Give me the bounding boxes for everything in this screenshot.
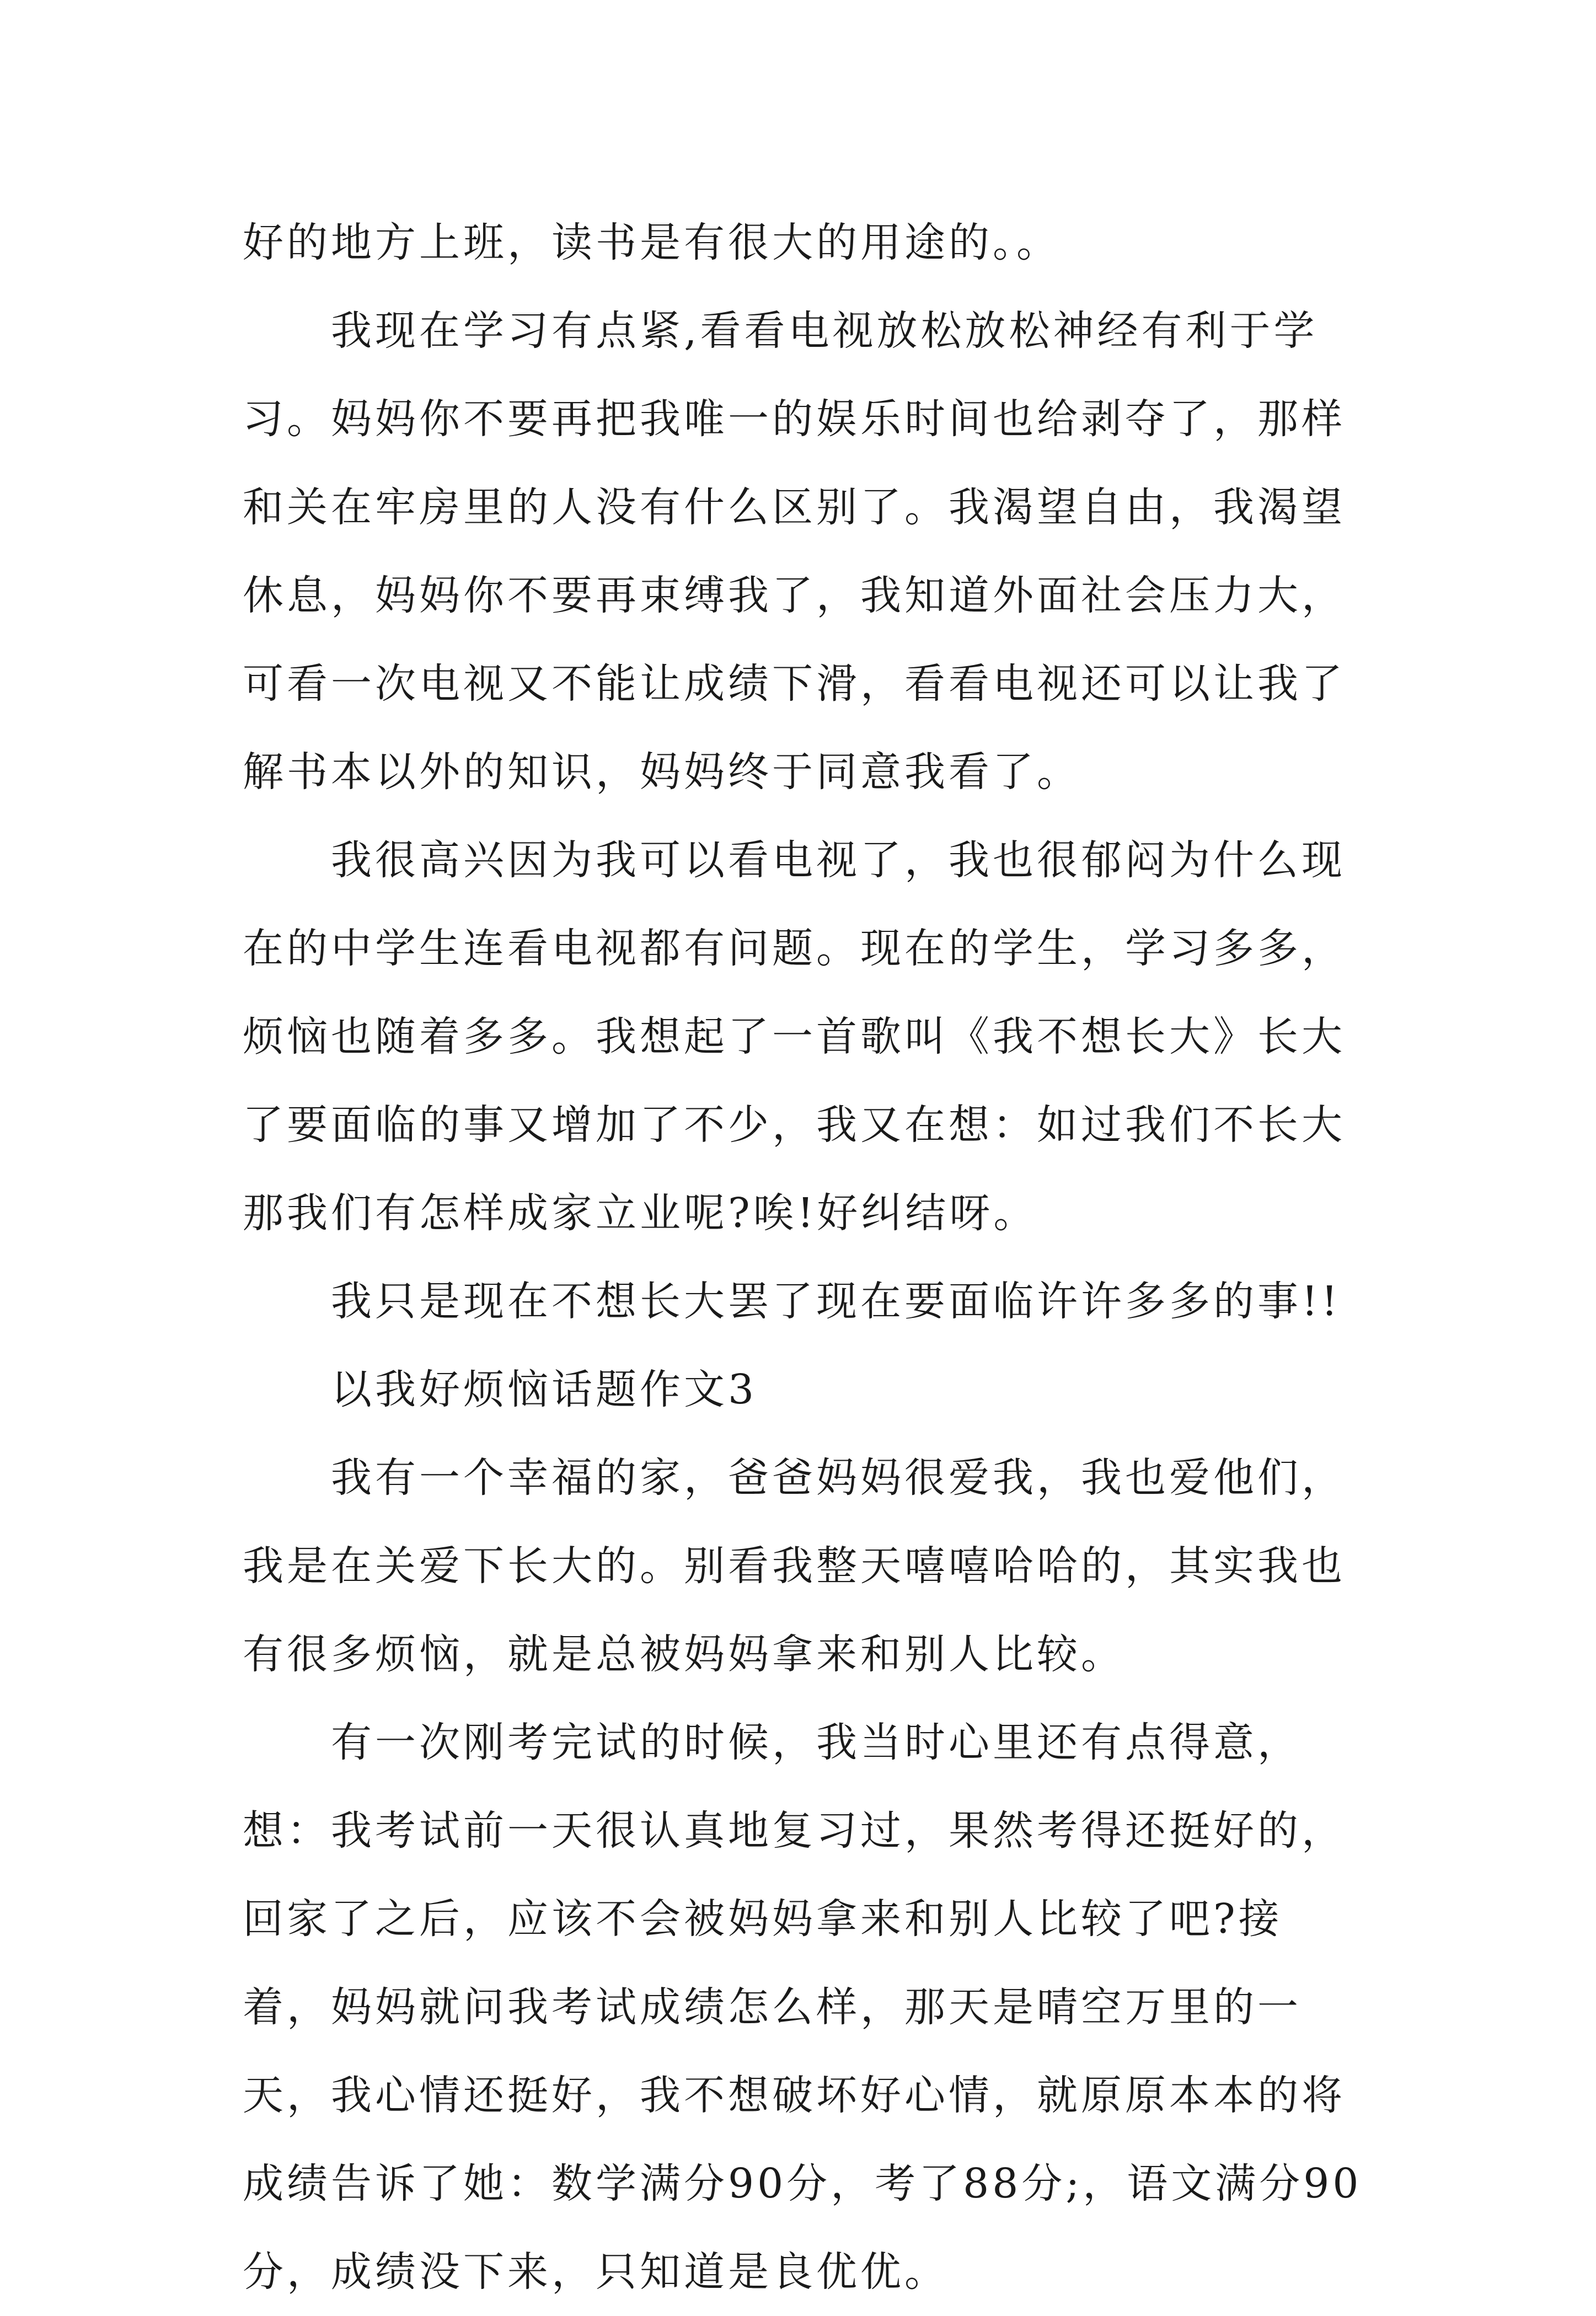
section-heading: 以我好烦恼话题作文3 <box>331 1366 758 1413</box>
paragraph-1: 好的地方上班，读书是有很大的用途的。。 <box>243 219 1061 266</box>
paragraph-4: 我只是现在不想长大罢了现在要面临许许多多的事!! <box>331 1278 1341 1325</box>
paragraph-5: 我有一个幸福的家，爸爸妈妈很爱我，我也爱他们，我是在关爱下长大的。别看我整天嘻嘻哈哈的，其实我也有很多烦恼，就是总被妈妈拿来和别人比较。 <box>243 1454 1346 1678</box>
paragraph-3: 我很高兴因为我可以看电视了，我也很郁闷为什么现在的中学生连看电视都有问题。现在的学生，学习多多，烦恼也随着多多。我想起了一首歌叫《我不想长大》长大了要面临的事又增加了不少，我又在想：如过我们不长大那我们有怎样成家立业呢?唉!好纠结呀。 <box>243 837 1346 1237</box>
paragraph-6: 有一次刚考完试的时候，我当时心里还有点得意，想：我考试前一天很认真地复习过，果然考得还挺好的，回家了之后，应该不会被妈妈拿来和别人比较了吧?接着，妈妈就问我考试成绩怎么样，那天是晴空万里的一天，我心情还挺好，我不想破坏好心情，就原原本本的将成绩告诉了她：数学满分90分，考了88分;，语文满分90分，成绩没下来，只知道是良优优。 <box>243 1719 1362 2296</box>
document-body <box>243 199 1368 2316</box>
paragraph-2: 我现在学习有点紧,看看电视放松放松神经有利于学习。妈妈你不要再把我唯一的娱乐时间也给剥夺了，那样和关在牢房里的人没有什么区别了。我渴望自由，我渴望休息，妈妈你不要再束缚我了，我知道外面社会压力大，可看一次电视又不能让成绩下滑，看看电视还可以让我了解书本以外的知识，妈妈终于同意我看了。 <box>243 307 1346 796</box>
